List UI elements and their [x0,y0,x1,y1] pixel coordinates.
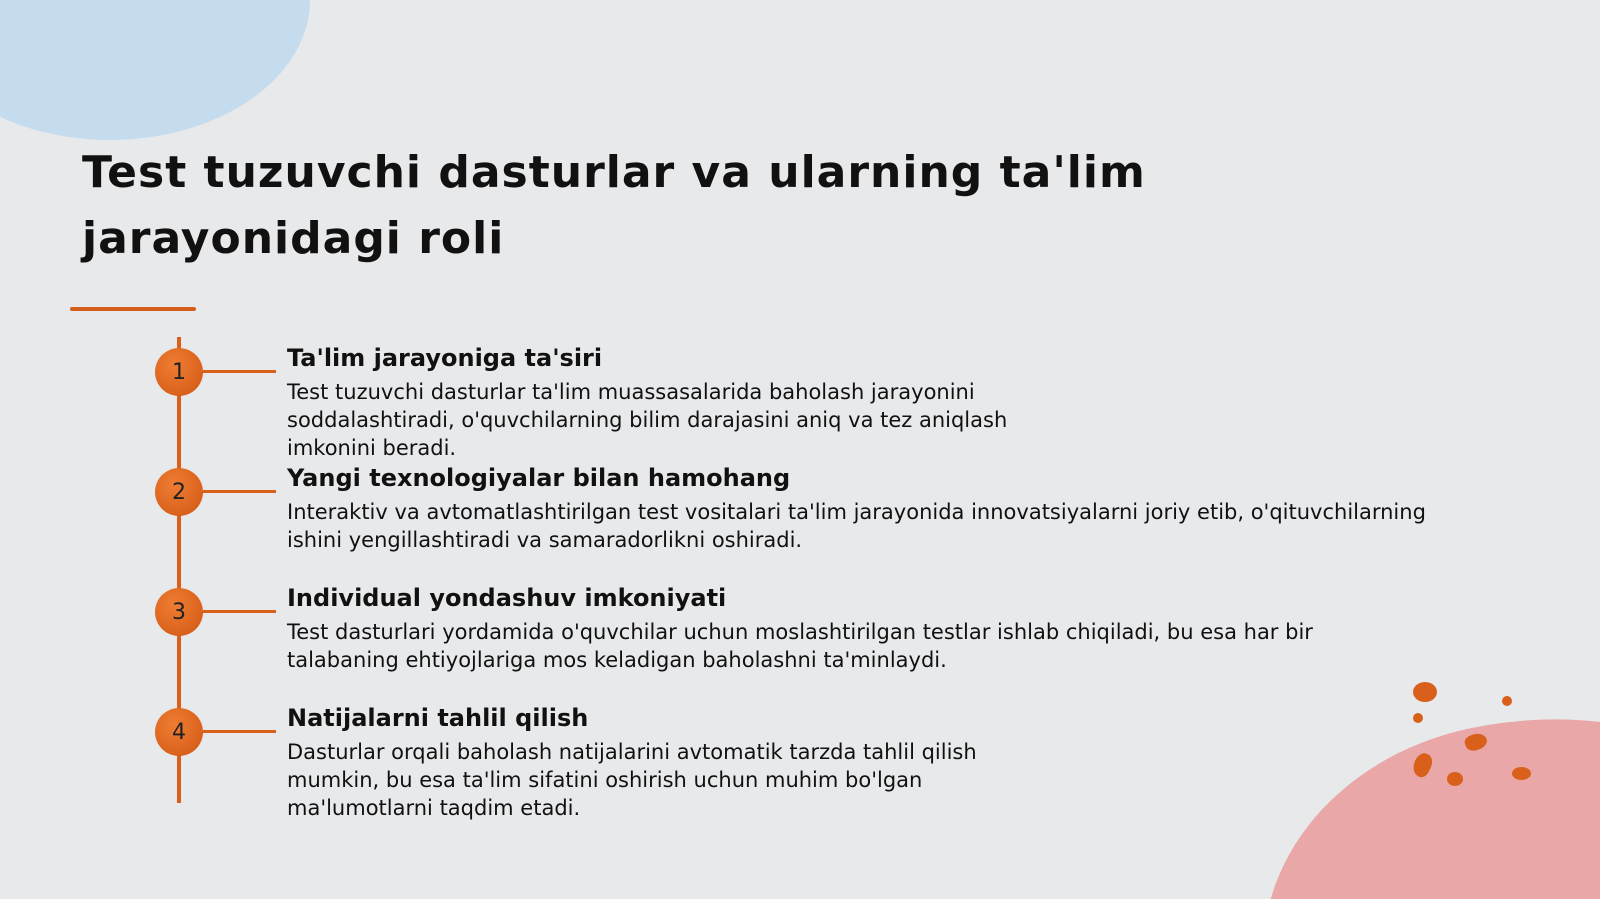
item-heading: Individual yondashuv imkoniyati [287,584,727,612]
splatter-dot [1413,682,1437,702]
step-marker-3 [155,588,203,636]
timeline-connector [203,370,276,373]
item-description: Interaktiv va avtomatlashtirilgan test vositalari ta'lim jarayonida innovatsiyalarni joriy etib, o'qituvchilarning ishini yengillashtiradi va samaradorlikni oshiradi. [287,500,1426,552]
step-number: 4 [172,719,186,745]
timeline-connector [203,610,276,613]
item-description: Test tuzuvchi dasturlar ta'lim muassasalarida baholash jarayonini soddalashtiradi, o'quvchilarning bilim darajasini aniq va tez aniqlash imkonini beradi. [287,380,1008,460]
splatter-dot [1502,696,1512,706]
item-description: Dasturlar orqali baholash natijalarini avtomatik tarzda tahlil qilish mumkin, bu esa ta'lim sifatini oshirish uchun muhim bo'lgan ma'lumotlarni taqdim etadi. [287,740,977,820]
decorative-blob-blue [0,0,310,140]
item-heading: Natijalarni tahlil qilish [287,704,589,732]
item-heading: Ta'lim jarayoniga ta'siri [287,344,603,372]
step-number: 2 [172,479,186,505]
splatter-dot [1413,713,1423,723]
slide-title: Test tuzuvchi dasturlar va ularning ta'lim jarayonidagi roli [82,147,1146,264]
step-number: 3 [172,599,186,625]
timeline-connector [203,730,276,733]
step-marker-4 [155,708,203,756]
item-heading: Yangi texnologiyalar bilan hamohang [287,464,791,492]
step-number: 1 [172,359,186,385]
title-accent-line [70,307,196,311]
item-description: Test dasturlari yordamida o'quvchilar uchun moslashtirilgan testlar ishlab chiqiladi, bu esa har bir talabaning ehtiyojlariga mos keladigan baholashni ta'minlaydi. [287,620,1313,672]
timeline-connector [203,490,276,493]
decorative-blob-pink [1224,673,1600,899]
step-marker-2 [155,468,203,516]
splatter-dot [1512,767,1531,780]
step-marker-1 [155,348,203,396]
splatter-dot [1447,772,1463,786]
